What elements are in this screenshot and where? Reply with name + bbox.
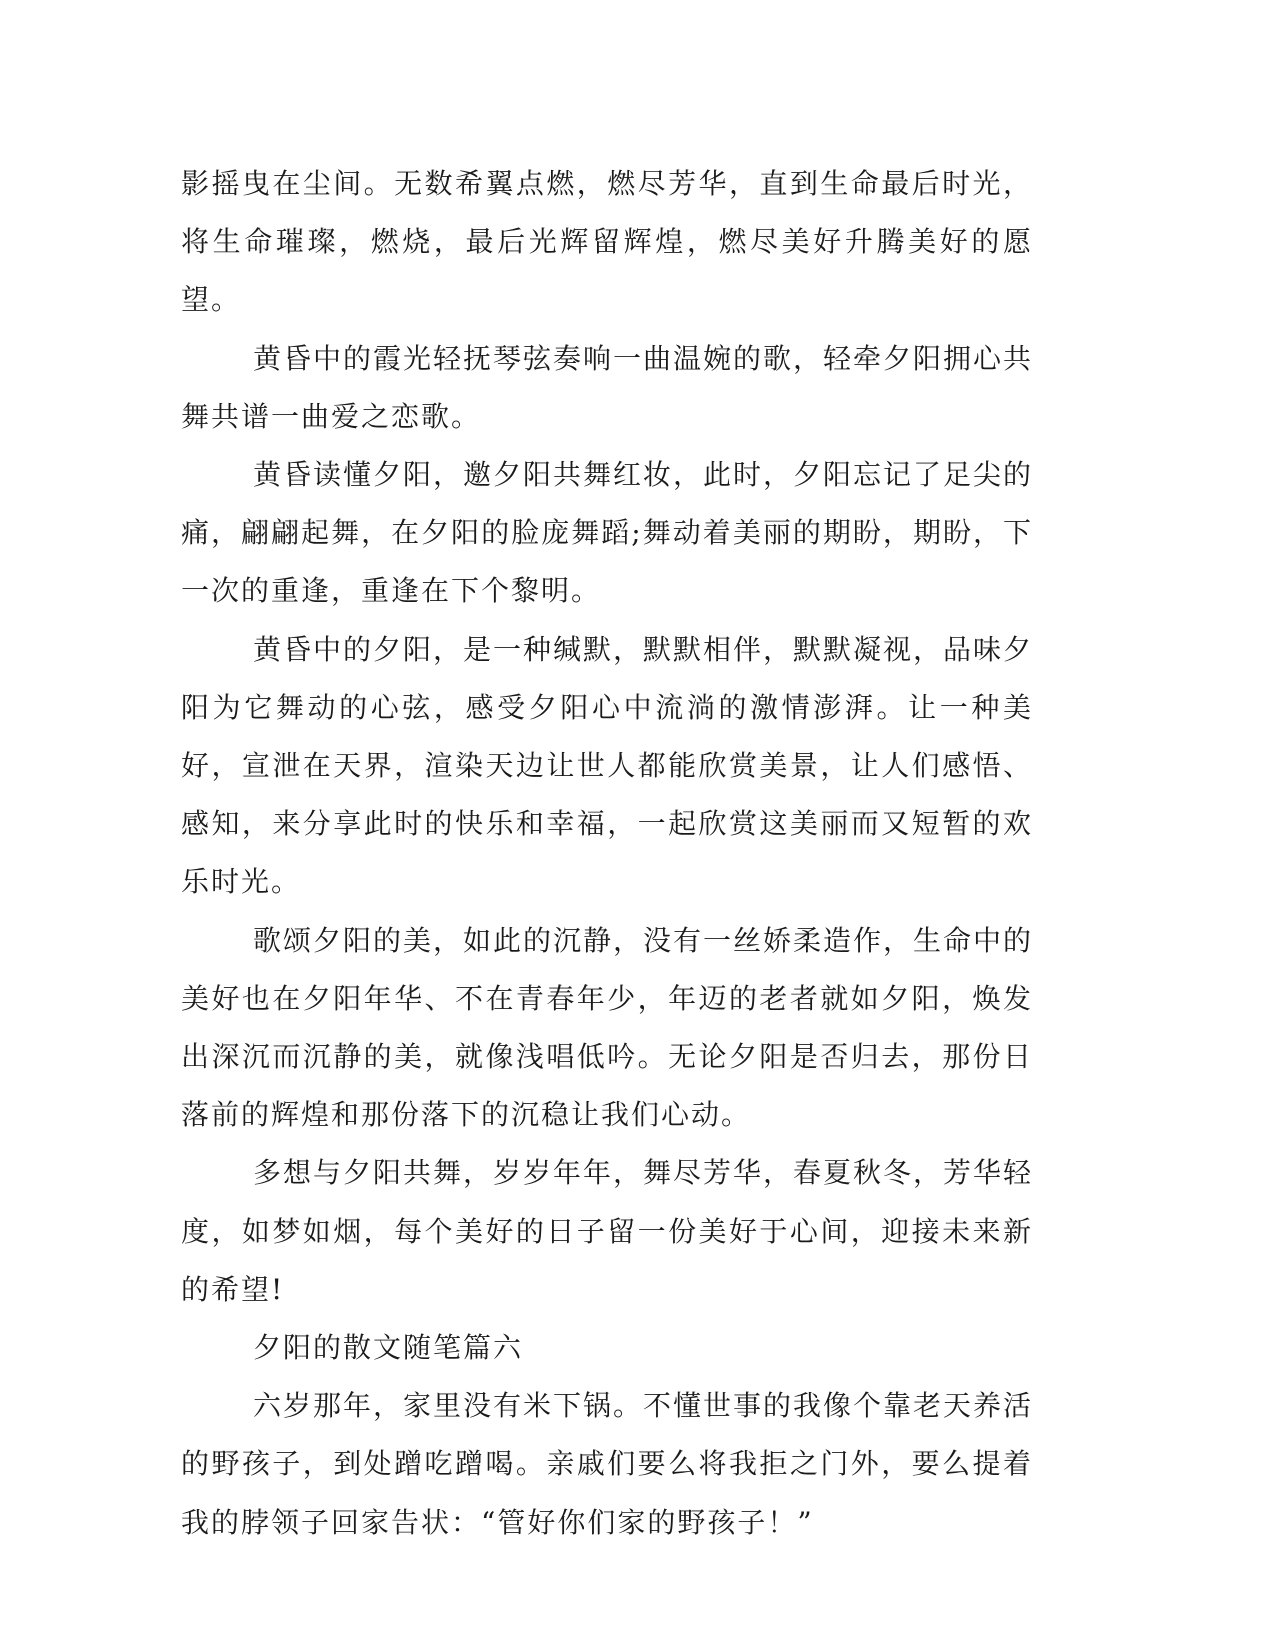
paragraph: 多想与夕阳共舞，岁岁年年，舞尽芳华，春夏秋冬，芳华轻度，如梦如烟，每个美好的日子留一份美好于心间，迎接未来新的希望! [181,1156,1034,1306]
paragraph: 黄昏中的霞光轻抚琴弦奏响一曲温婉的歌，轻牵夕阳拥心共舞共谱一曲爱之恋歌。 [181,341,1034,433]
paragraph: 六岁那年，家里没有米下锅。不懂世事的我像个靠老天养活的野孩子，到处蹭吃蹭喝。亲戚们要么将我拒之门外，要么提着我的脖领子回家告状：“管好你们家的野孩子！” [181,1389,1034,1539]
document-body [181,155,1033,1552]
paragraph: 黄昏读懂夕阳，邀夕阳共舞红妆，此时，夕阳忘记了足尖的痛，翩翩起舞，在夕阳的脸庞舞蹈;舞动着美丽的期盼，期盼，下一次的重逢，重逢在下个黎明。 [181,458,1034,608]
paragraph: 影摇曳在尘间。无数希翼点燃，燃尽芳华，直到生命最后时光，将生命璀璨，燃烧，最后光辉留辉煌，燃尽美好升腾美好的愿望。 [181,167,1033,317]
section-heading: 夕阳的散文随笔篇六 [253,1331,524,1365]
paragraph: 黄昏中的夕阳，是一种缄默，默默相伴，默默凝视，品味夕阳为它舞动的心弦，感受夕阳心中流淌的激情澎湃。让一种美好，宣泄在天界，渲染天边让世人都能欣赏美景，让人们感悟、感知，来分享此时的快乐和幸福，一起欣赏这美丽而又短暂的欢乐时光。 [181,632,1034,899]
paragraph: 歌颂夕阳的美，如此的沉静，没有一丝娇柔造作，生命中的美好也在夕阳年华、不在青春年少，年迈的老者就如夕阳，焕发出深沉而沉静的美，就像浅唱低吟。无论夕阳是否归去，那份日落前的辉煌和那份落下的沉稳让我们心动。 [181,923,1034,1132]
